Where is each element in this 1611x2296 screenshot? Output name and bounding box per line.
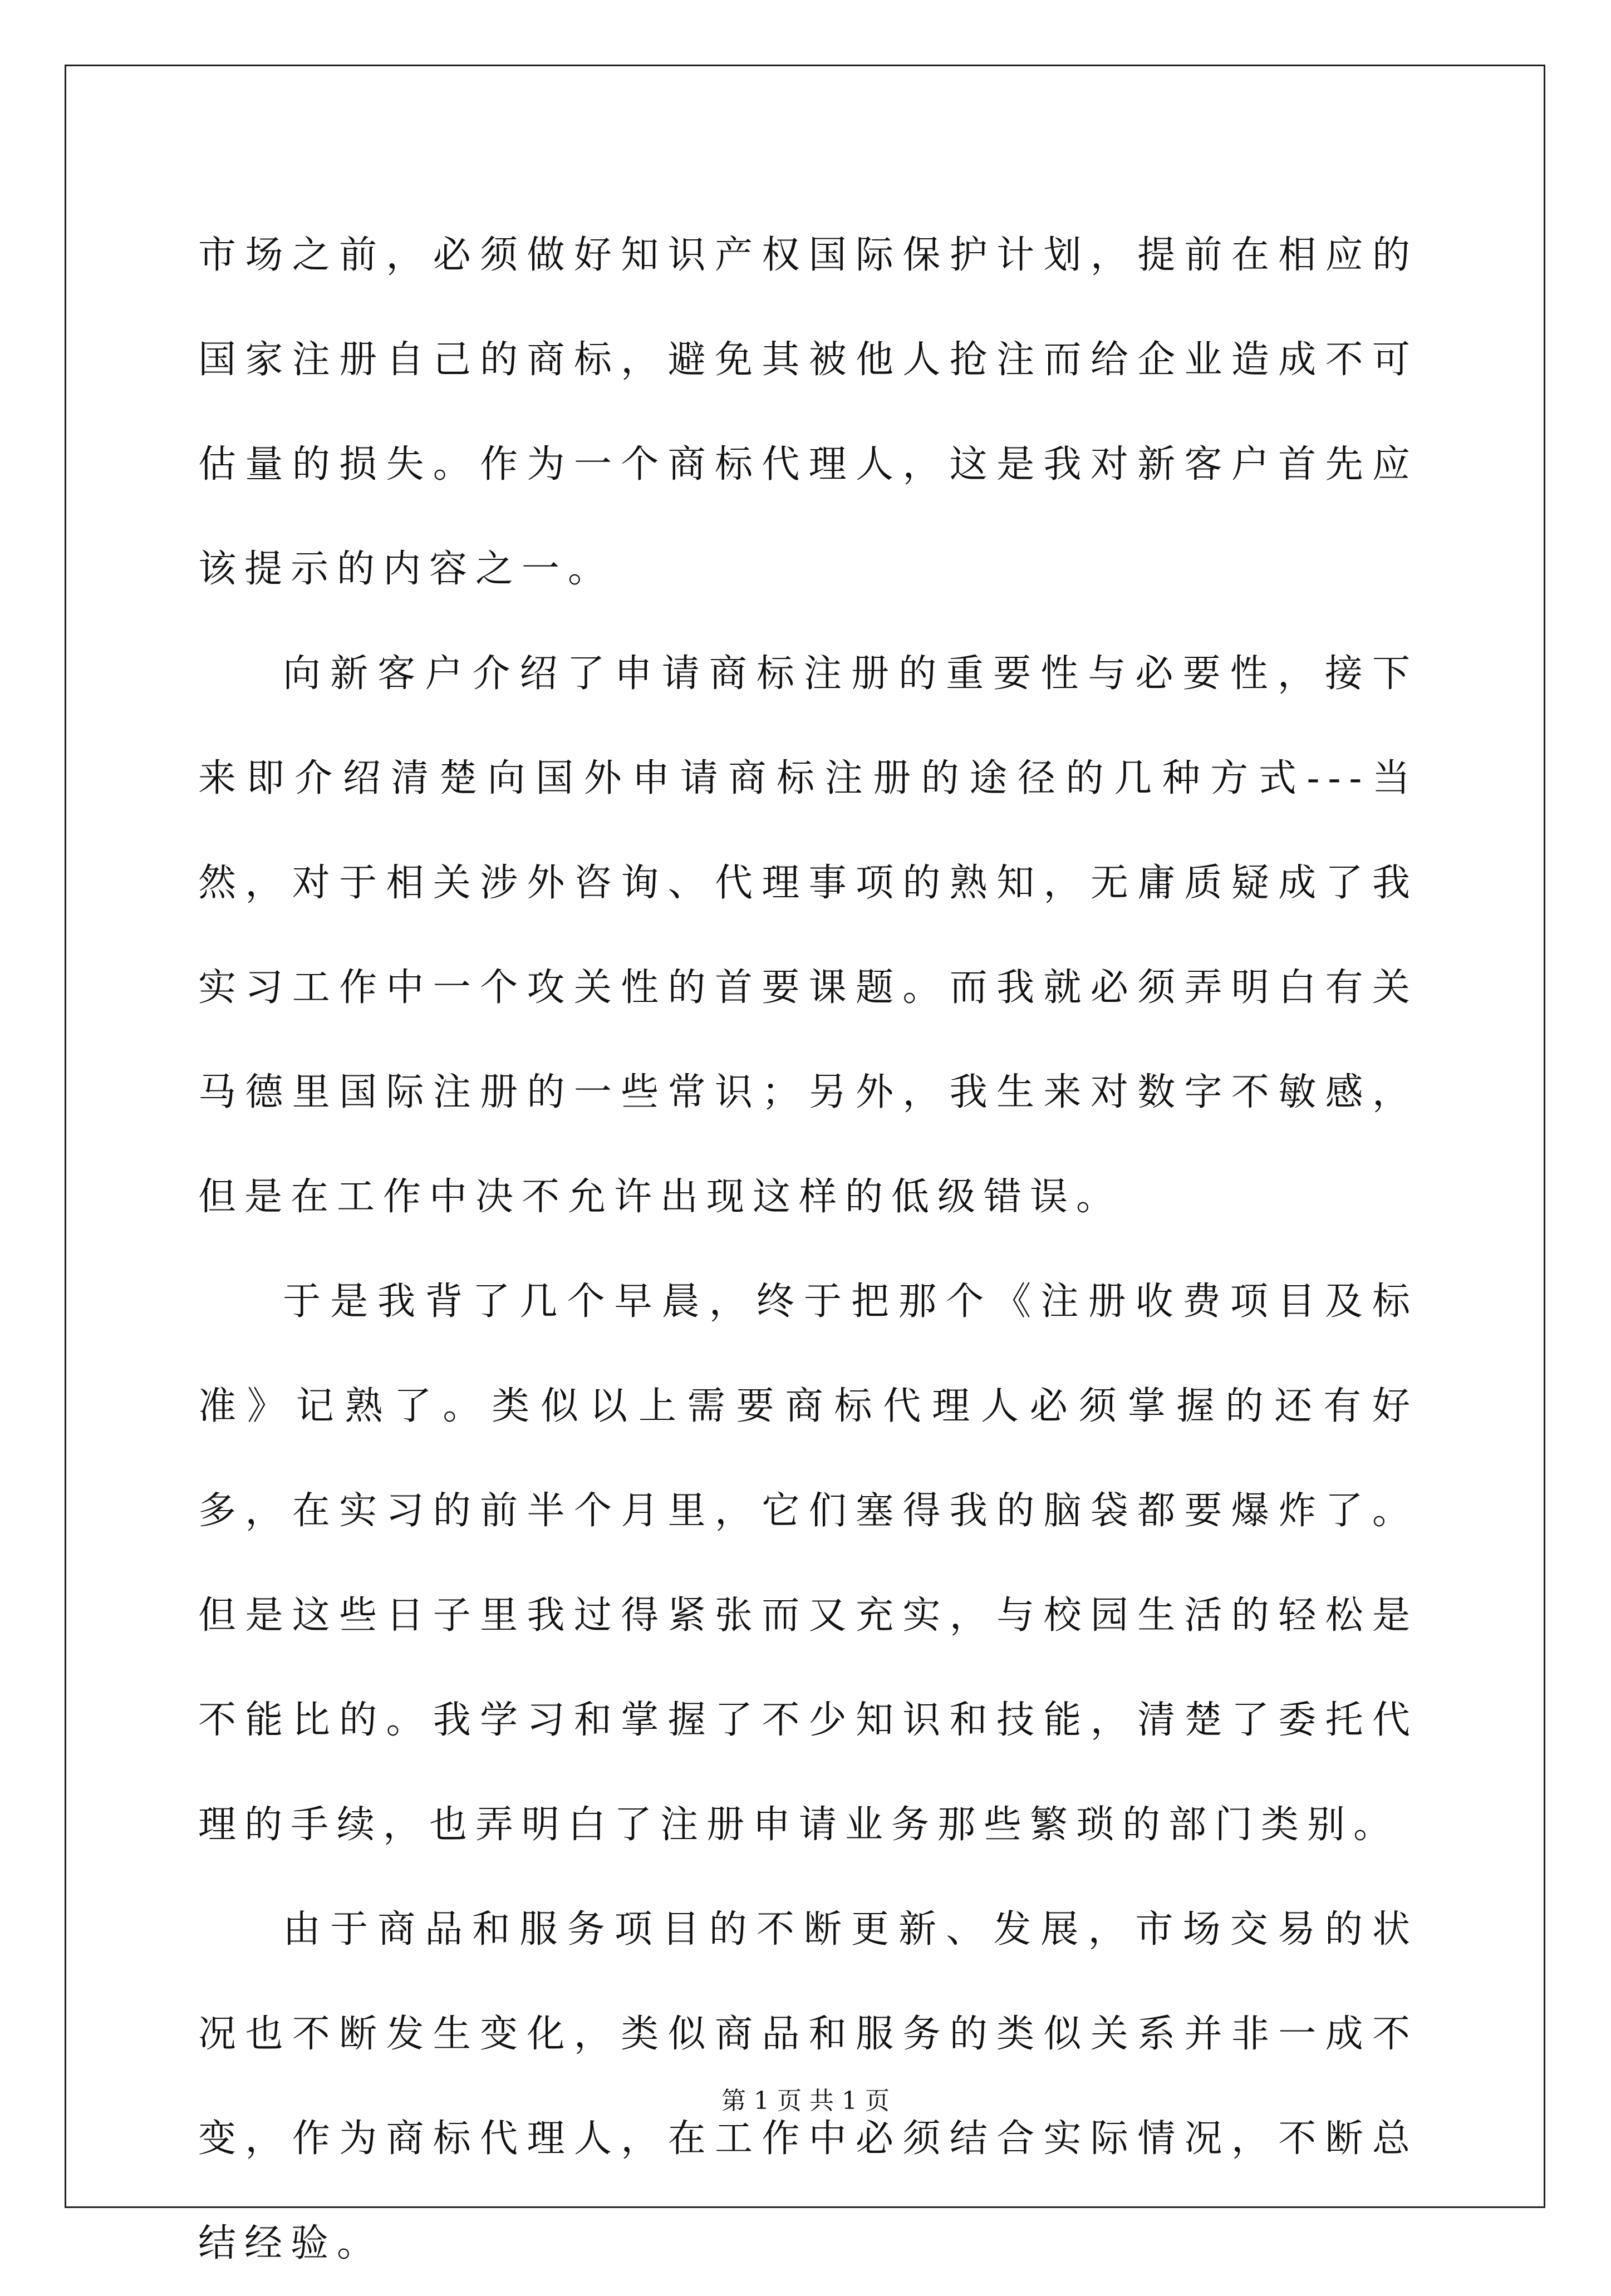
paragraph-4: 由于商品和服务项目的不断更新、发展，市场交易的状况也不断发生变化，类似商品和服务的类似关系并非一成不变，作为商标代理人，在工作中必须结合实际情况，不断总结经验。 xyxy=(198,1907,1418,2265)
paragraph-3: 于是我背了几个早晨，终于把那个《注册收费项目及标准》记熟了。类似以上需要商标代理人必须掌握的还有好多，在实习的前半个月里，它们塞得我的脑袋都要爆炸了。但是这些日子里我过得紧张而又充实，与校园生活的轻松是不能比的。我学习和掌握了不少知识和技能，清楚了委托代理的手续，也弄明白了注册申请业务那些繁琐的部门类别。 xyxy=(198,1280,1418,1847)
document-body xyxy=(198,203,1418,2296)
page-footer: 第 1 页 共 1 页 xyxy=(721,2087,890,2115)
paragraph-1: 市场之前，必须做好知识产权国际保护计划，提前在相应的国家注册自己的商标，避免其被他人抢注而给企业造成不可估量的损失。作为一个商标代理人，这是我对新客户首先应该提示的内容之一。 xyxy=(198,233,1418,591)
paragraph-2: 向新客户介绍了申请商标注册的重要性与必要性，接下来即介绍清楚向国外申请商标注册的途径的几种方式---当然，对于相关涉外咨询、代理事项的熟知，无庸质疑成了我实习工作中一个攻关性的首要课题。而我就必须弄明白有关马德里国际注册的一些常识；另外，我生来对数字不敏感，但是在工作中决不允许出现这样的低级错误。 xyxy=(198,652,1418,1219)
